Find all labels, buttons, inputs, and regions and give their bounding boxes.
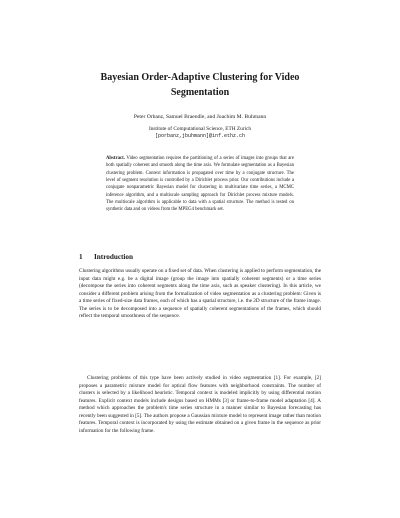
author-list: Peter Orbanz, Samuel Braendle, and Joachim M. Buhmann — [133, 114, 267, 120]
intro-paragraph-1: Clustering algorithms usually operate on a fixed set of data. When clustering is applied to perform segmentation, the input data might e.g. be a digital image (group the image into spatially coherent segments) or a time series (decompose the series into coherent segments along the time axis, such as speaker clustering). In this article, we consider a different problem arising from the formalization of video segmentation as a clustering problem: Given is a time series of fixed-size data frames, each of which has a spatial structure, i.e. the 2D structure of the frame image. The series is to be decomposed into a sequence of spatially coherent segmentations of the frames, which should reflect the temporal smoothness of the sequence. — [79, 268, 321, 320]
author-email: [porbanz,jbuhmann]@inf.ethz.ch — [154, 133, 245, 140]
paper-title — [60, 71, 340, 100]
title-line-1: Bayesian Order-Adaptive Clustering for Video — [100, 72, 300, 83]
title-line-2: Segmentation — [170, 86, 230, 98]
intro-paragraph-2: Clustering problems of this type have been actively studied in video segmentation [1]. For example, [2] proposes a parametric mixture model for optical flow features with neighborhood constraints. The number of clusters is selected by a likelihood heuristic. Temporal context is modeled implicitly by using differential motion features. Explicit context models include designs based on HMMs [3] or frame-to-frame model adaptation [4]. A method which approaches the problem's time series structure in a manner similar to Bayesian forecasting has recently been suggested in [5]. The authors propose a Gaussian mixture model to represent image rather than motion features. Temporal context is incorporated by using the estimate obtained on a given frame in the sequence as prior information for the following frame. — [79, 375, 321, 434]
affiliation: Institute of Computational Science, ETH Zurich — [148, 126, 252, 132]
affiliation-block — [60, 126, 340, 141]
section-heading-introduction — [79, 253, 319, 262]
section-title: Introduction — [94, 253, 134, 261]
section-number: 1 — [79, 253, 83, 261]
abstract — [106, 155, 294, 214]
abstract-label: Abstract. — [106, 156, 125, 161]
abstract-text: Video segmentation requires the partitioning of a series of images into groups that are both spatially coherent and smooth along the time axis. We formulate segmentation as a Bayesian clustering problem. Context information is propagated over time by a conjugate structure. The level of segment resolution is controlled by a Dirichlet process prior. Our contributions include a conjugate nonparametric Bayesian model for clustering in multivariate time series, a MCMC inference algorithm, and a multiscale sampling approach for Dirichlet process mixture models. The multiscale algorithm is applicable to data with a spatial structure. The method is tested on synthetic data and on videos from the MPEG4 benchmark set. — [106, 156, 294, 213]
